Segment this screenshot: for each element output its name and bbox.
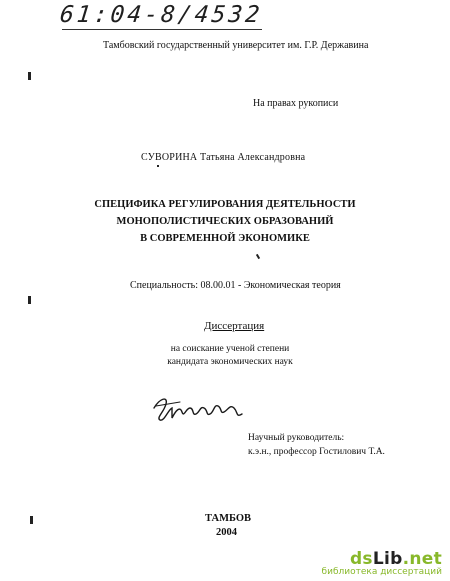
watermark-logo-lib: Lib xyxy=(372,549,403,569)
title-line-1: СПЕЦИФИКА РЕГУЛИРОВАНИЯ ДЕЯТЕЛЬНОСТИ xyxy=(94,199,356,210)
advisor-label: Научный руководитель: xyxy=(248,433,345,443)
scan-speck xyxy=(157,165,159,167)
watermark-logo xyxy=(322,549,442,569)
degree-line-1: на соискание ученой степени xyxy=(170,344,290,354)
city: ТАМБОВ xyxy=(205,513,252,524)
year: 2004 xyxy=(216,527,237,538)
watermark-logo-net: .net xyxy=(402,549,442,569)
scan-speck xyxy=(256,254,260,259)
scan-speck xyxy=(28,296,31,304)
scan-speck xyxy=(28,72,31,80)
title-line-2: МОНОПОЛИСТИЧЕСКИХ ОБРАЗОВАНИЙ xyxy=(116,216,334,227)
specialty: Специальность: 08.00.01 - Экономическая теория xyxy=(130,280,341,291)
watermark xyxy=(322,549,442,577)
advisor-name: к.э.н., профессор Гостилович Т.А. xyxy=(248,447,385,457)
degree-line-2: кандидата экономических наук xyxy=(167,357,293,367)
watermark-logo-ds: ds xyxy=(349,549,373,569)
advisor-block xyxy=(248,431,385,459)
scan-speck xyxy=(30,516,33,524)
dissertation-label: Диссертация xyxy=(204,320,265,332)
watermark-subtitle: библиотека диссертаций xyxy=(321,567,442,577)
university-name: Тамбовский государственный университет им. Г.Р. Державина xyxy=(103,40,369,51)
degree-text xyxy=(160,343,300,369)
handwritten-signature xyxy=(150,390,250,430)
rights-note: На правах рукописи xyxy=(253,98,339,109)
title-line-3: В СОВРЕМЕННОЙ ЭКОНОМИКЕ xyxy=(140,233,310,244)
dissertation-title xyxy=(60,196,390,247)
author-name: СУВОРИНА Татьяна Александровна xyxy=(141,152,306,163)
archive-code-underline xyxy=(62,29,262,30)
archive-code: 61:04-8/4532 xyxy=(58,2,264,28)
